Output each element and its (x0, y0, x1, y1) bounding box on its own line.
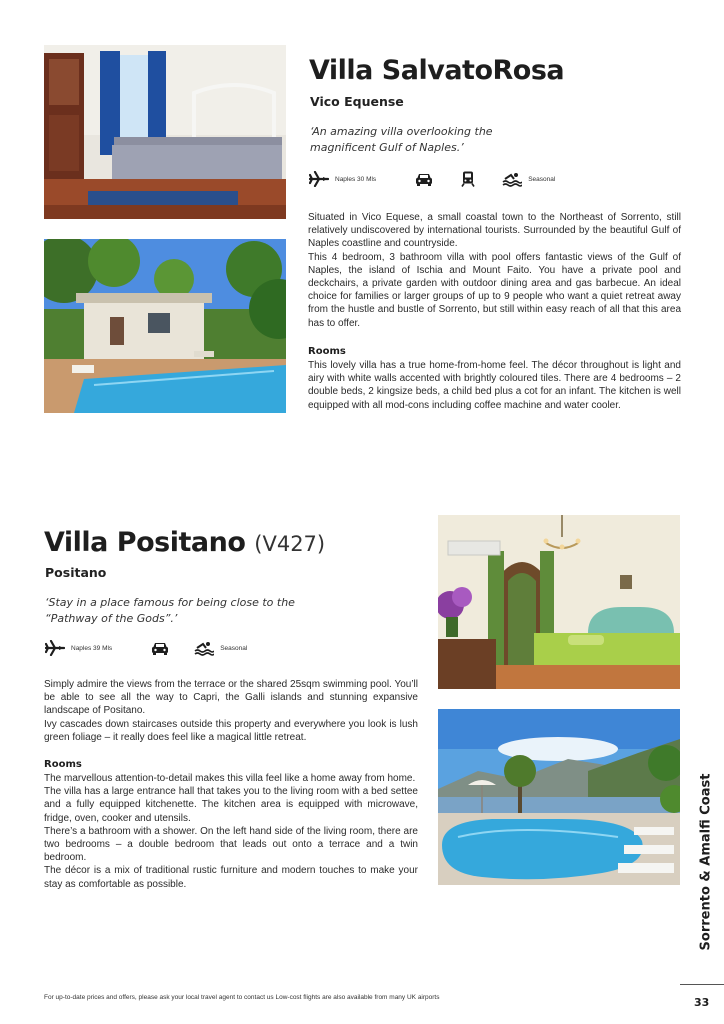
villa2-rooms-heading: Rooms (44, 759, 82, 770)
villa2-amenities (45, 638, 263, 658)
villa2-airport-distance: Naples 39 Mls (71, 644, 113, 652)
villa2-rooms-para3: There’s a bathroom with a shower. On the left hand side of the living room, there are two bedrooms – a double bedroom that leads out onto a terrace and a twin bedroom. (44, 825, 418, 864)
villa2-rooms-para1: The marvellous attention-to-detail makes this villa feel like a home away from home. (44, 773, 416, 784)
footer-note: For up-to-date prices and offers, please ask your local travel agent to contact us Low-cost flights are also available from many UK airports (44, 994, 440, 1001)
villa1-pool-season: Seasonal (528, 175, 556, 183)
villa1-quote (310, 124, 493, 156)
plane-icon (45, 640, 65, 656)
villa2-rooms-para4: The décor is a mix of traditional rustic furniture and modern touches to make your stay as comfortable as possible. (44, 865, 418, 890)
villa2-rooms-para2: The villa has a large entrance hall that takes you to the living room with a bed settee and a fully equipped kitchenette. The kitchen area is equipped with microwave, fridge, oven, cooker and utensils. (44, 786, 418, 824)
villa1-bedroom-photo (44, 45, 286, 219)
villa1-quote-line2: magnificent Gulf of Naples.’ (310, 141, 464, 154)
train-icon (458, 171, 478, 187)
villa1-description-para1: Situated in Vico Equese, a small coastal town to the Northeast of Sorrento, still relatively undiscovered by international tourists. Surrounded by the beautiful Gulf of Naples coastline and countryside. (308, 212, 681, 250)
villa1-pool-photo (44, 239, 286, 413)
car-icon (414, 171, 434, 187)
villa2-code: (V427) (254, 532, 326, 556)
region-side-tab-label: Sorrento & Amalfi Coast (698, 773, 714, 951)
villa2-description (44, 678, 418, 744)
car-icon (150, 640, 170, 656)
villa2-title-name: Villa Positano (44, 527, 246, 558)
villa1-airport-distance: Naples 30 Mls (335, 175, 377, 183)
villa1-rooms-para: This lovely villa has a true home-from-home feel. The décor throughout is light and airy with white walls accented with brightly coloured tiles. There are 4 bedrooms – 2 double beds, 2 kingsize beds, a child bed plus a cot for an infant. The kitchen is well equipped with all mod-cons including coffee machine and water cooler. (308, 360, 681, 411)
villa1-amenities (309, 169, 571, 189)
villa1-description (308, 211, 681, 330)
villa1-rooms-heading: Rooms (308, 346, 346, 357)
villa2-description-para2: Ivy cascades down staircases outside this property and everywhere you look is lush green foliage – it really does feel like a magical little retreat. (44, 718, 418, 743)
pool-icon (194, 640, 214, 656)
villa1-description-para2: This 4 bedroom, 3 bathroom villa with pool offers fantastic views of the Gulf of Naples, the island of Ischia and Mount Faito. You have a private pool and deckchairs, a private garden with outdoor dining area and gas barbecue. An ideal choice for families or larger groups of up to 9 people who want a quiet retreat away from the hustle and bustle of Sorrento, but still within easy reach of all that this area has to offer. (308, 251, 681, 329)
villa2-bedroom-photo (438, 515, 680, 689)
villa2-location: Positano (45, 565, 107, 580)
pool-icon (502, 171, 522, 187)
villa2-quote (45, 595, 295, 627)
footer-divider (680, 984, 724, 985)
villa1-location: Vico Equense (310, 94, 404, 109)
villa2-quote-line2: “Pathway of the Gods”.’ (45, 612, 178, 625)
villa2-title (44, 527, 325, 558)
villa2-pool-season: Seasonal (220, 644, 248, 652)
villa1-title: Villa SalvatoRosa (309, 55, 565, 86)
region-side-tab (695, 762, 717, 962)
plane-icon (309, 171, 329, 187)
villa2-rooms-text (44, 772, 418, 891)
villa1-quote-line1: ‘An amazing villa overlooking the (310, 125, 493, 138)
villa1-rooms-text (308, 359, 681, 412)
villa2-description-para1: Simply admire the views from the terrace or the shared 25sqm swimming pool. You’ll be able to see all the way to Capri, the Galli islands and stunning expansive landscape of Positano. (44, 679, 418, 717)
villa2-pool-photo (438, 709, 680, 885)
page-number: 33 (694, 996, 710, 1009)
villa2-quote-line1: ‘Stay in a place famous for being close to the (45, 596, 295, 609)
